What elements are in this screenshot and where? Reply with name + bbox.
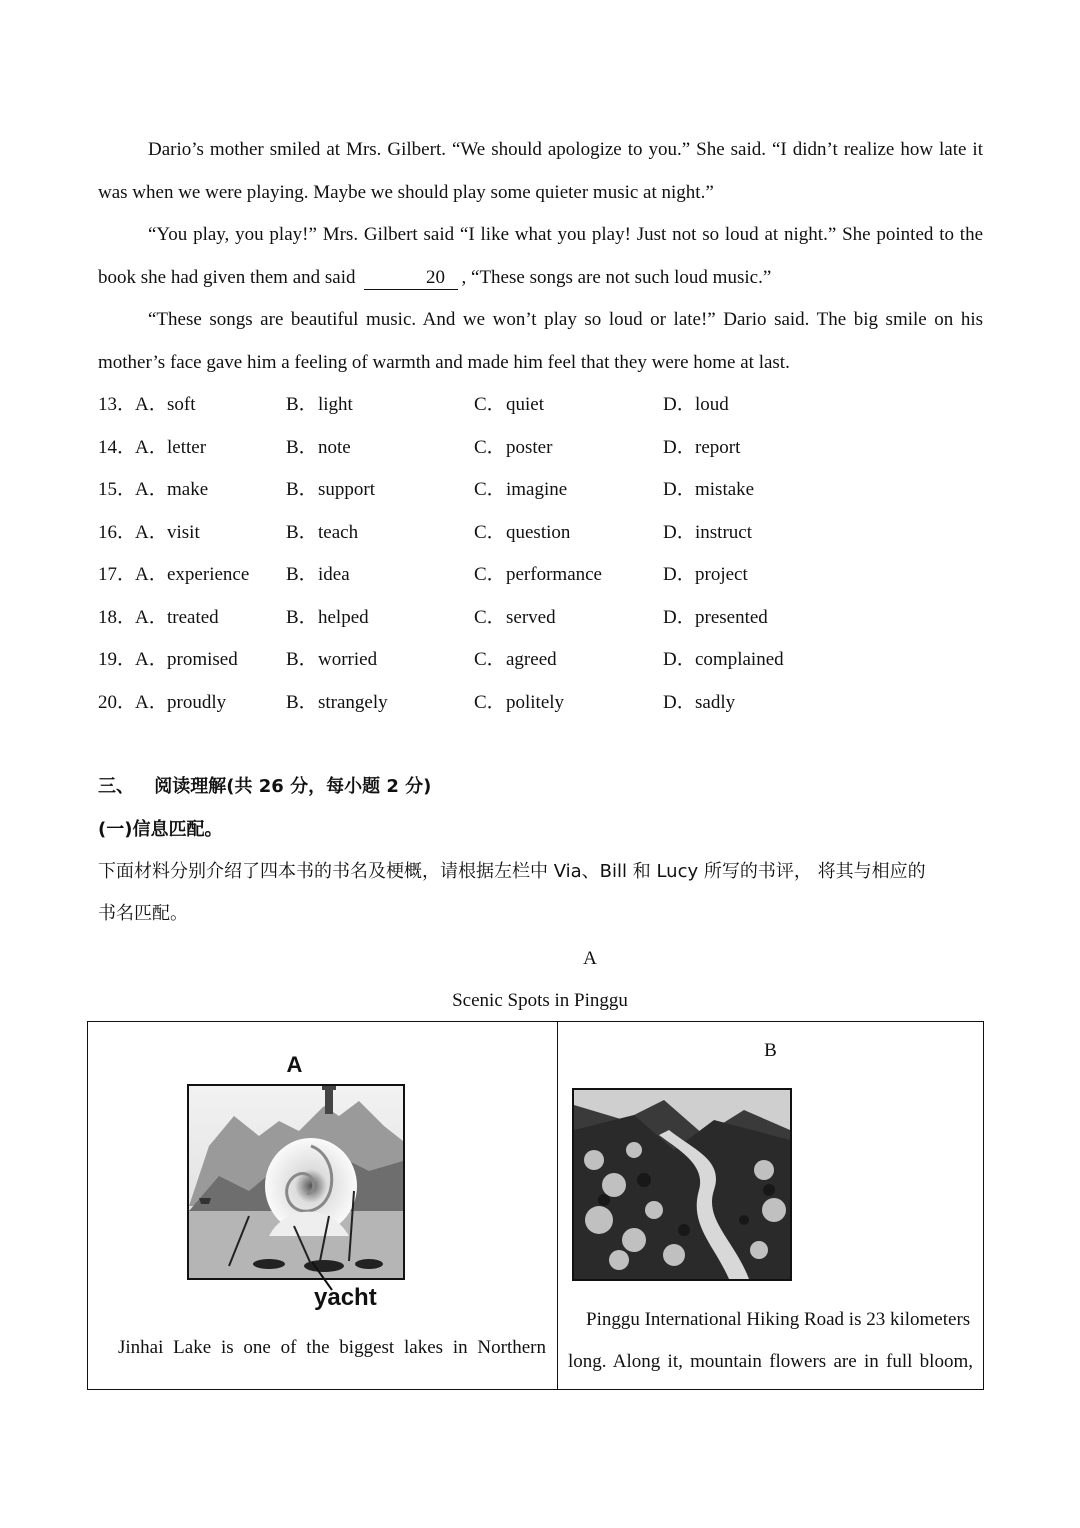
question-number: 15． bbox=[98, 479, 137, 500]
answer-option[interactable] bbox=[135, 603, 219, 633]
instruction-line-1: 下面材料分别介绍了四本书的书名及梗概，请根据左栏中 Via、Bill 和 Lucy 所写的书评， 将其与相应的 bbox=[98, 861, 926, 882]
option-letter: A． bbox=[135, 479, 168, 500]
option-text: helped bbox=[318, 606, 369, 628]
scenic-spots-table bbox=[87, 1021, 984, 1390]
option-text: project bbox=[695, 564, 748, 585]
option-text: agreed bbox=[506, 649, 557, 670]
option-text: presented bbox=[695, 606, 768, 628]
image-label-b: B bbox=[764, 1040, 777, 1061]
option-text: served bbox=[506, 606, 556, 628]
spot-b-description-line-2: long. Along it, mountain flowers are in full bloom, bbox=[568, 1351, 973, 1372]
yacht-callout-label: yacht bbox=[314, 1284, 377, 1311]
answer-option[interactable] bbox=[663, 390, 729, 420]
option-text: support bbox=[318, 479, 375, 500]
answer-option[interactable] bbox=[663, 688, 735, 718]
answer-option[interactable] bbox=[286, 603, 369, 633]
answer-option[interactable] bbox=[286, 390, 353, 420]
option-text: strangely bbox=[318, 691, 388, 713]
option-text: visit bbox=[167, 521, 200, 543]
answer-option[interactable] bbox=[663, 475, 754, 505]
option-letter: C． bbox=[474, 521, 506, 543]
option-text: note bbox=[318, 436, 351, 458]
answer-option[interactable] bbox=[286, 688, 388, 718]
lake-fountain-illustration bbox=[189, 1086, 403, 1278]
question-number: 16． bbox=[98, 521, 137, 543]
option-text: promised bbox=[167, 649, 238, 670]
option-letter: A． bbox=[135, 436, 168, 458]
answer-option[interactable] bbox=[474, 475, 567, 505]
answer-option[interactable] bbox=[474, 560, 602, 590]
question-number: 20． bbox=[98, 691, 137, 713]
option-text: complained bbox=[695, 649, 784, 670]
question-number: 14． bbox=[98, 436, 137, 458]
answer-option[interactable] bbox=[135, 433, 206, 463]
passage-p2-before: “You play, you play!” Mrs. Gilbert said “I like what you play! Just not so loud at night.” She pointed to the book she had given them and said bbox=[98, 224, 983, 288]
image-label-a: A bbox=[286, 1052, 303, 1077]
option-text: politely bbox=[506, 691, 565, 713]
spot-cell-a bbox=[88, 1022, 558, 1390]
passage-paragraph-2 bbox=[98, 214, 983, 299]
option-text: loud bbox=[695, 394, 729, 415]
option-letter: A． bbox=[135, 606, 168, 628]
answer-option[interactable] bbox=[135, 518, 200, 548]
question-number: 19． bbox=[98, 649, 137, 670]
answer-option[interactable] bbox=[474, 603, 556, 633]
option-letter: B． bbox=[286, 521, 318, 543]
option-letter: B． bbox=[286, 479, 318, 500]
answer-option[interactable] bbox=[135, 645, 238, 675]
option-text: experience bbox=[167, 564, 250, 585]
passage-paragraph-3: “These songs are beautiful music. And we won’t play so loud or late!” Dario said. The big smile on his mother’s face gave him a feeling of warmth and made him feel that they were home at last. bbox=[98, 309, 983, 373]
option-letter: B． bbox=[286, 564, 318, 585]
answer-option[interactable] bbox=[135, 560, 249, 590]
option-letter: D． bbox=[663, 691, 696, 713]
option-letter: D． bbox=[663, 606, 696, 628]
hiking-road-photo bbox=[572, 1088, 792, 1281]
answer-option[interactable] bbox=[286, 645, 377, 675]
answer-option[interactable] bbox=[663, 560, 748, 590]
question-number: 17． bbox=[98, 564, 137, 585]
option-text: teach bbox=[318, 521, 359, 543]
option-text: poster bbox=[506, 436, 553, 458]
option-letter: D． bbox=[663, 521, 696, 543]
instruction-line-2: 书名匹配。 bbox=[98, 903, 188, 924]
section-3-heading bbox=[98, 772, 431, 802]
material-title: Scenic Spots in Pinggu bbox=[452, 990, 628, 1011]
spot-b-description-line-1: Pinggu International Hiking Road is 23 kilometers bbox=[586, 1309, 971, 1330]
answer-option[interactable] bbox=[663, 433, 740, 463]
section-title: 阅读理解(共 26 分，每小题 2 分) bbox=[154, 776, 432, 797]
answer-option[interactable] bbox=[135, 688, 226, 718]
option-letter: D． bbox=[663, 436, 696, 458]
option-text: soft bbox=[167, 394, 196, 415]
option-text: sadly bbox=[695, 691, 736, 713]
answer-option[interactable] bbox=[474, 518, 570, 548]
option-letter: C． bbox=[474, 606, 506, 628]
option-letter: C． bbox=[474, 691, 506, 713]
answer-option[interactable] bbox=[474, 688, 564, 718]
answer-blank-20: 20 bbox=[364, 267, 458, 290]
option-letter: B． bbox=[286, 649, 318, 670]
option-letter: C． bbox=[474, 436, 506, 458]
option-text: light bbox=[318, 394, 353, 415]
option-text: idea bbox=[318, 564, 350, 585]
answer-option[interactable] bbox=[135, 390, 196, 420]
option-text: quiet bbox=[506, 394, 544, 415]
answer-option[interactable] bbox=[663, 645, 784, 675]
option-letter: C． bbox=[474, 394, 506, 415]
option-letter: D． bbox=[663, 649, 696, 670]
option-letter: A． bbox=[135, 521, 168, 543]
option-text: question bbox=[506, 521, 571, 543]
answer-option[interactable] bbox=[474, 433, 552, 463]
option-letter: B． bbox=[286, 606, 318, 628]
answer-option[interactable] bbox=[286, 560, 350, 590]
question-number: 13． bbox=[98, 394, 137, 415]
option-letter: D． bbox=[663, 394, 696, 415]
mountain-road-illustration bbox=[574, 1090, 790, 1279]
option-text: worried bbox=[318, 649, 378, 670]
answer-option[interactable] bbox=[286, 475, 375, 505]
section-number: 三、 bbox=[98, 776, 134, 797]
option-text: proudly bbox=[167, 691, 227, 713]
option-text: report bbox=[695, 436, 741, 458]
option-letter: C． bbox=[474, 564, 506, 585]
spot-cell-b bbox=[558, 1022, 984, 1390]
option-letter: D． bbox=[663, 479, 696, 500]
question-number: 18． bbox=[98, 606, 137, 628]
option-letter: C． bbox=[474, 479, 506, 500]
material-label: A bbox=[583, 948, 597, 969]
option-letter: B． bbox=[286, 436, 318, 458]
passage-p2-after: , “These songs are not such loud music.” bbox=[461, 266, 772, 288]
option-text: treated bbox=[167, 606, 219, 628]
option-letter: C． bbox=[474, 649, 506, 670]
option-text: make bbox=[167, 479, 209, 500]
passage-paragraph-1: Dario’s mother smiled at Mrs. Gilbert. “We should apologize to you.” She said. “I didn’t realize how late it was when we were playing. Maybe we should play some quieter music at night.” bbox=[98, 139, 983, 203]
option-letter: B． bbox=[286, 691, 318, 713]
option-letter: A． bbox=[135, 394, 168, 415]
answer-option[interactable] bbox=[474, 390, 544, 420]
option-text: performance bbox=[506, 564, 602, 585]
answer-option[interactable] bbox=[663, 518, 752, 548]
option-text: imagine bbox=[506, 479, 568, 500]
option-letter: A． bbox=[135, 649, 168, 670]
sub-heading: (一)信息匹配。 bbox=[98, 819, 223, 840]
option-text: letter bbox=[167, 436, 207, 458]
spot-a-description: Jinhai Lake is one of the biggest lakes in Northern bbox=[118, 1337, 546, 1358]
option-letter: B． bbox=[286, 394, 318, 415]
jinhai-lake-photo bbox=[187, 1084, 405, 1280]
option-letter: A． bbox=[135, 691, 168, 713]
option-text: instruct bbox=[695, 521, 752, 543]
option-letter: D． bbox=[663, 564, 696, 585]
answer-option[interactable] bbox=[135, 475, 208, 505]
option-text: mistake bbox=[695, 479, 755, 500]
answer-option[interactable] bbox=[286, 518, 358, 548]
option-letter: A． bbox=[135, 564, 168, 585]
answer-option[interactable] bbox=[286, 433, 351, 463]
answer-option[interactable] bbox=[474, 645, 557, 675]
answer-option[interactable] bbox=[663, 603, 768, 633]
